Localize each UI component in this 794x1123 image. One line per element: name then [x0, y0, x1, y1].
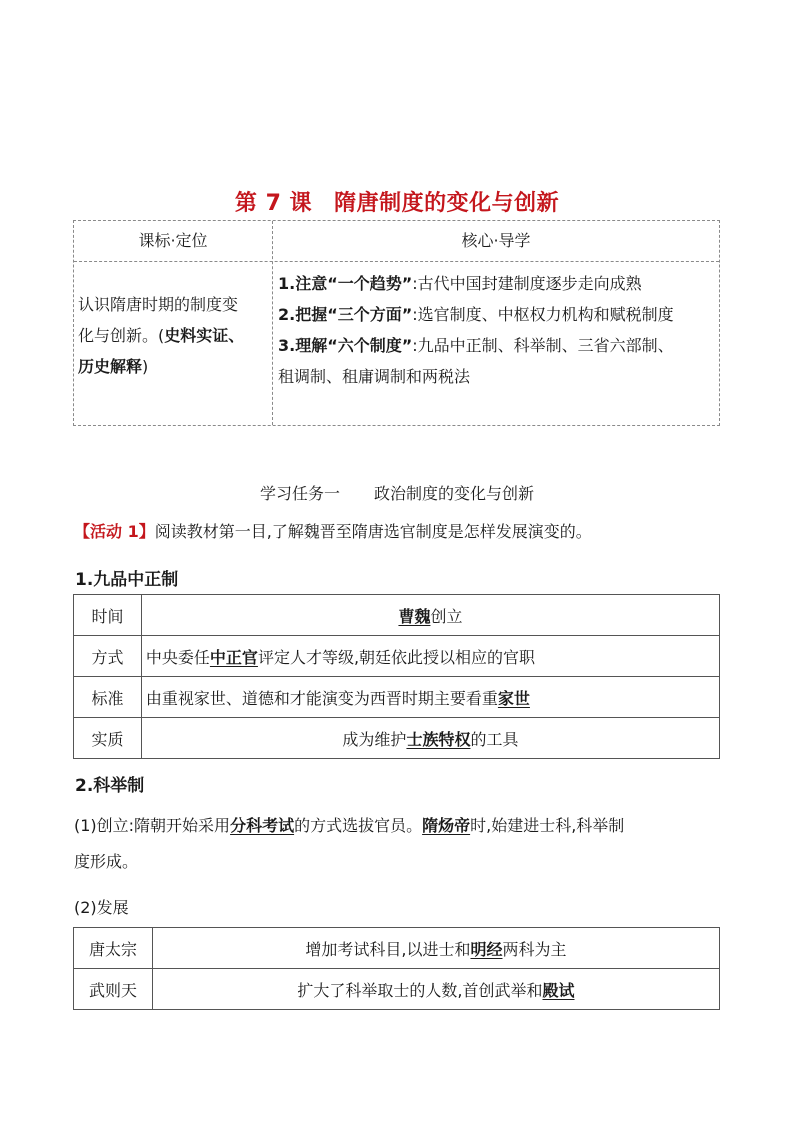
grid-header-standard: 课标·定位 — [138, 231, 208, 250]
table-row: 时间 曹魏创立 — [74, 595, 720, 636]
table-row: 武则天 扩大了科举取士的人数,首创武举和殿试 — [74, 969, 720, 1010]
table-row: 方式 中央委任中正官评定人才等级,朝廷依此授以相应的官职 — [74, 636, 720, 677]
guide-text — [278, 268, 717, 392]
standard-text: 认识隋唐时期的制度变 化与创新。(史料实证、 历史解释) — [78, 295, 245, 376]
guide-item-3-cont: 租调制、租庸调制和两税法 — [278, 367, 471, 386]
keju-creation-paragraph: (1)创立:隋朝开始采用分科考试的方式选拔官员。隋炀帝时,始建进士科,科举制 度形成。 — [74, 816, 625, 871]
section-heading-jiupin: 1.九品中正制 — [75, 570, 179, 590]
guide-item-1: 1.注意“一个趋势”:古代中国封建制度逐步走向成熟 — [278, 274, 642, 293]
activity-1: 【活动 1】阅读教材第一目,了解魏晋至隋唐选官制度是怎样发展演变的。 — [74, 522, 592, 541]
guide-item-2: 2.把握“三个方面”:选官制度、中枢权力机构和赋税制度 — [278, 305, 674, 324]
overview-grid — [73, 220, 720, 426]
keju-table — [73, 927, 720, 1010]
lesson-name: 隋唐制度的变化与创新 — [334, 191, 560, 216]
keju-development-label: (2)发展 — [74, 898, 129, 917]
grid-header-guide: 核心·导学 — [461, 231, 531, 250]
activity-tag: 【活动 1】 — [74, 522, 155, 541]
table-row: 实质 成为维护士族特权的工具 — [74, 718, 720, 759]
guide-item-3: 3.理解“六个制度”:九品中正制、科举制、三省六部制、 — [278, 336, 674, 355]
lesson-title — [0, 186, 794, 217]
table-row: 唐太宗 增加考试科目,以进士和明经两科为主 — [74, 928, 720, 969]
table-row: 标准 由重视家世、道德和才能演变为西晋时期主要看重家世 — [74, 677, 720, 718]
lesson-number: 第 7 课 — [234, 191, 313, 216]
jiupin-table — [73, 594, 720, 759]
task-heading: 学习任务一 政治制度的变化与创新 — [259, 484, 535, 503]
section-heading-keju: 2.科举制 — [75, 776, 145, 796]
